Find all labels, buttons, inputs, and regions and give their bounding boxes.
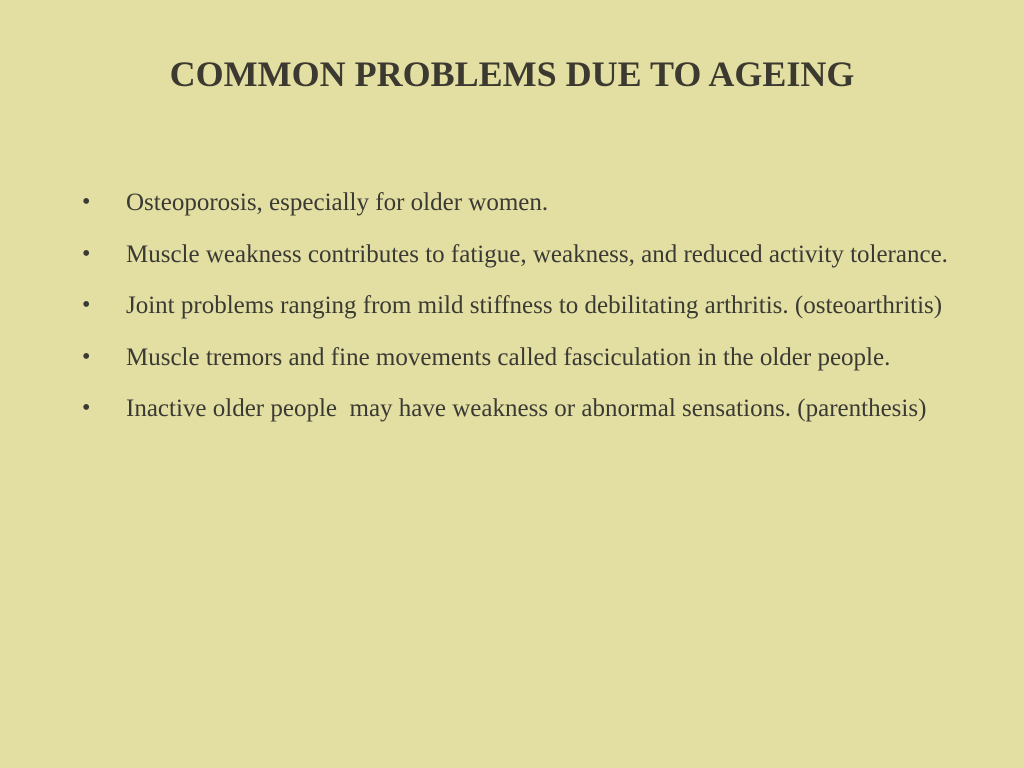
bullet-list <box>82 177 977 435</box>
list-item <box>82 280 977 332</box>
bullet-text: Osteoporosis, especially for older women. <box>126 189 549 216</box>
bullet-icon: • <box>82 189 91 215</box>
list-item <box>82 332 977 384</box>
bullet-text: Inactive older people may have weakness or abnormal sensations. (parenthesis) <box>126 395 927 422</box>
bullet-text: Muscle tremors and fine movements called fasciculation in the older people. <box>126 343 891 371</box>
bullet-icon: • <box>82 240 91 267</box>
list-item <box>82 229 977 281</box>
list-item <box>82 383 977 435</box>
bullet-icon: • <box>82 395 91 421</box>
bullet-text: Joint problems ranging from mild stiffness to debilitating arthritis. (osteoarthritis) <box>126 292 943 319</box>
slide-title: COMMON PROBLEMS DUE TO AGEING <box>169 54 855 94</box>
list-item <box>82 177 977 229</box>
bullet-icon: • <box>82 343 91 370</box>
bullet-text: Muscle weakness contributes to fatigue, weakness, and reduced activity tolerance. <box>126 240 948 268</box>
bullet-icon: • <box>82 292 91 318</box>
